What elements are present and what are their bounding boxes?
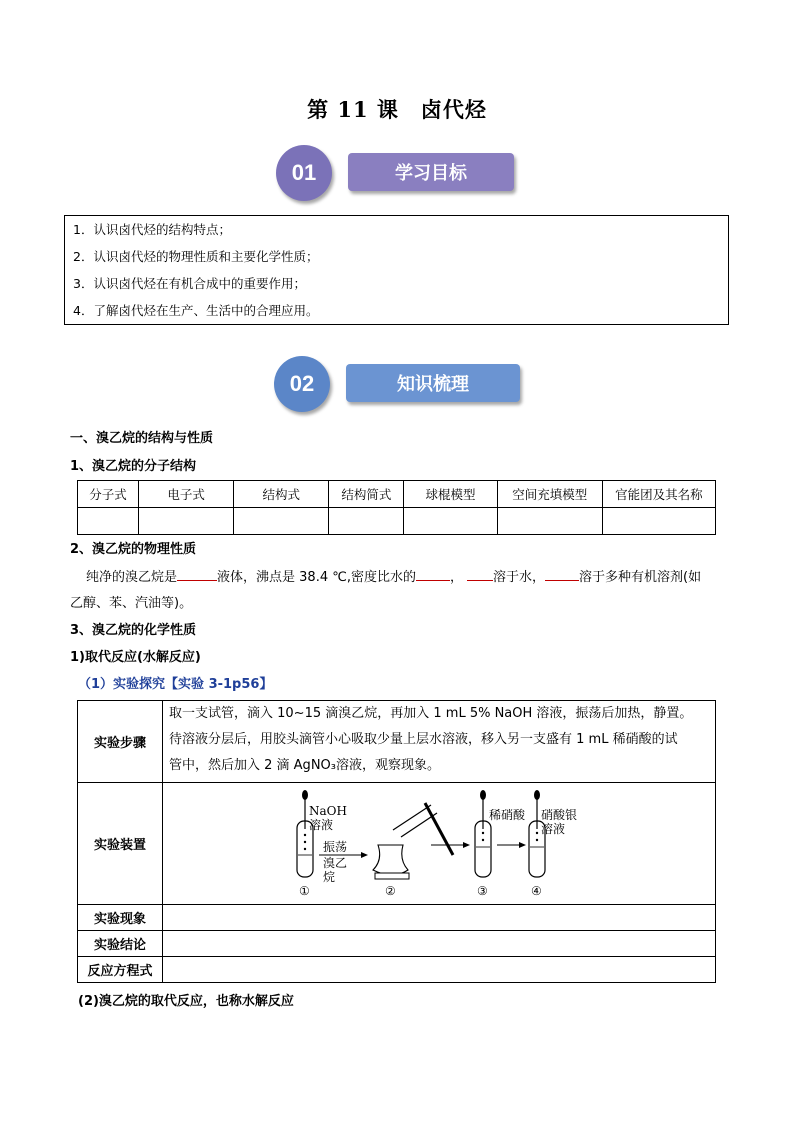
heading-substitution-reaction: 1)取代反应(水解反应) xyxy=(70,650,201,665)
table-header-cell: 官能团及其名称 xyxy=(602,481,715,508)
step-line: 取一支试管，滴入 10~15 滴溴乙烷，再加入 1 mL 5% NaOH 溶液，振荡后加热，静置。 xyxy=(169,706,693,721)
label-solution: 溶液 xyxy=(309,817,334,832)
physical-properties-text-line2: 乙醇、苯、汽油等)。 xyxy=(70,596,193,611)
text-segment: 纯净的溴乙烷是 xyxy=(86,570,178,585)
table-row xyxy=(78,905,716,931)
heading-molecular-structure: 1、溴乙烷的分子结构 xyxy=(70,459,197,474)
row-label: 反应方程式 xyxy=(78,957,163,983)
label-bromoethane-2: 烷 xyxy=(323,869,336,884)
physical-properties-text xyxy=(86,566,701,585)
table-header-cell: 分子式 xyxy=(78,481,139,508)
table-row xyxy=(78,931,716,957)
step-line: 管中，然后加入 2 滴 AgNO₃溶液，观察现象。 xyxy=(169,758,440,773)
table-cell xyxy=(329,508,404,535)
section-label: 学习目标 xyxy=(348,153,514,191)
row-label: 实验装置 xyxy=(78,783,163,905)
experiment-table xyxy=(77,700,716,983)
heading-chemical-properties: 3、溴乙烷的化学性质 xyxy=(70,623,197,638)
table-header-row xyxy=(78,481,716,508)
section-number: 01 xyxy=(276,145,332,201)
step-label: ③ xyxy=(477,883,488,898)
table-cell xyxy=(602,508,715,535)
text-segment: 液体，沸点是 38.4 ℃,密度比水的 xyxy=(217,570,416,585)
row-label: 实验步骤 xyxy=(78,701,163,783)
table-cell xyxy=(404,508,497,535)
learning-objectives-box xyxy=(64,215,729,325)
step-label: ② xyxy=(385,883,396,898)
heading-bromoethane: 一、溴乙烷的结构与性质 xyxy=(70,431,214,446)
label-naoh: NaOH xyxy=(309,803,347,818)
objective-item: 4．了解卤代烃在生产、生活中的合理应用。 xyxy=(73,303,319,318)
table-header-cell: 结构式 xyxy=(234,481,329,508)
section-label: 知识梳理 xyxy=(346,364,520,402)
table-row xyxy=(78,783,716,905)
table-row xyxy=(78,701,716,783)
heading-physical-properties: 2、溴乙烷的物理性质 xyxy=(70,542,197,557)
table-cell xyxy=(497,508,602,535)
objective-item: 2．认识卤代烃的物理性质和主要化学性质； xyxy=(73,249,319,264)
answer-cell xyxy=(163,931,716,957)
row-label: 实验结论 xyxy=(78,931,163,957)
test-tube-3 xyxy=(475,790,491,877)
answer-cell xyxy=(163,957,716,983)
heading-substitution-note: (2)溴乙烷的取代反应，也称水解反应 xyxy=(78,994,294,1009)
fill-blank xyxy=(177,568,217,581)
table-row xyxy=(78,508,716,535)
label-shake: 振荡 xyxy=(323,839,348,854)
label-bromoethane: 溴乙 xyxy=(323,855,348,870)
step-label: ④ xyxy=(531,883,542,898)
structure-table xyxy=(77,480,716,535)
label-dilute-nitric-acid: 稀硝酸 xyxy=(489,807,526,822)
text-segment: 溶于多种有机溶剂(如 xyxy=(579,570,702,585)
table-header-cell: 结构简式 xyxy=(329,481,404,508)
table-cell xyxy=(234,508,329,535)
apparatus-cell xyxy=(163,783,716,905)
apparatus-diagram xyxy=(163,785,713,903)
step-label: ① xyxy=(299,883,310,898)
objective-item: 1．认识卤代烃的结构特点； xyxy=(73,222,231,237)
experiment-steps xyxy=(163,701,716,783)
section-number: 02 xyxy=(274,356,330,412)
objective-item: 3．认识卤代烃在有机合成中的重要作用； xyxy=(73,276,306,291)
fill-blank xyxy=(467,568,493,581)
text-segment: 溶于水， xyxy=(492,570,545,585)
page-title: 第 11 课 卤代烃 xyxy=(307,97,487,122)
answer-cell xyxy=(163,905,716,931)
experiment-heading: （1）实验探究【实验 3-1p56】 xyxy=(78,677,273,692)
label-silver-nitrate: 硝酸银 xyxy=(541,807,578,822)
row-label: 实验现象 xyxy=(78,905,163,931)
table-header-cell: 电子式 xyxy=(139,481,234,508)
label-silver-nitrate-solution: 溶液 xyxy=(541,821,566,836)
heating-setup xyxy=(373,803,453,879)
table-row xyxy=(78,957,716,983)
table-cell xyxy=(78,508,139,535)
fill-blank xyxy=(545,568,579,581)
fill-blank xyxy=(416,568,450,581)
table-header-cell: 球棍模型 xyxy=(404,481,497,508)
step-line: 待溶液分层后，用胶头滴管小心吸取少量上层水溶液，移入另一支盛有 1 mL 稀硝酸的试 xyxy=(169,732,678,747)
table-header-cell: 空间充填模型 xyxy=(497,481,602,508)
text-segment: ， xyxy=(449,570,463,585)
table-cell xyxy=(139,508,234,535)
